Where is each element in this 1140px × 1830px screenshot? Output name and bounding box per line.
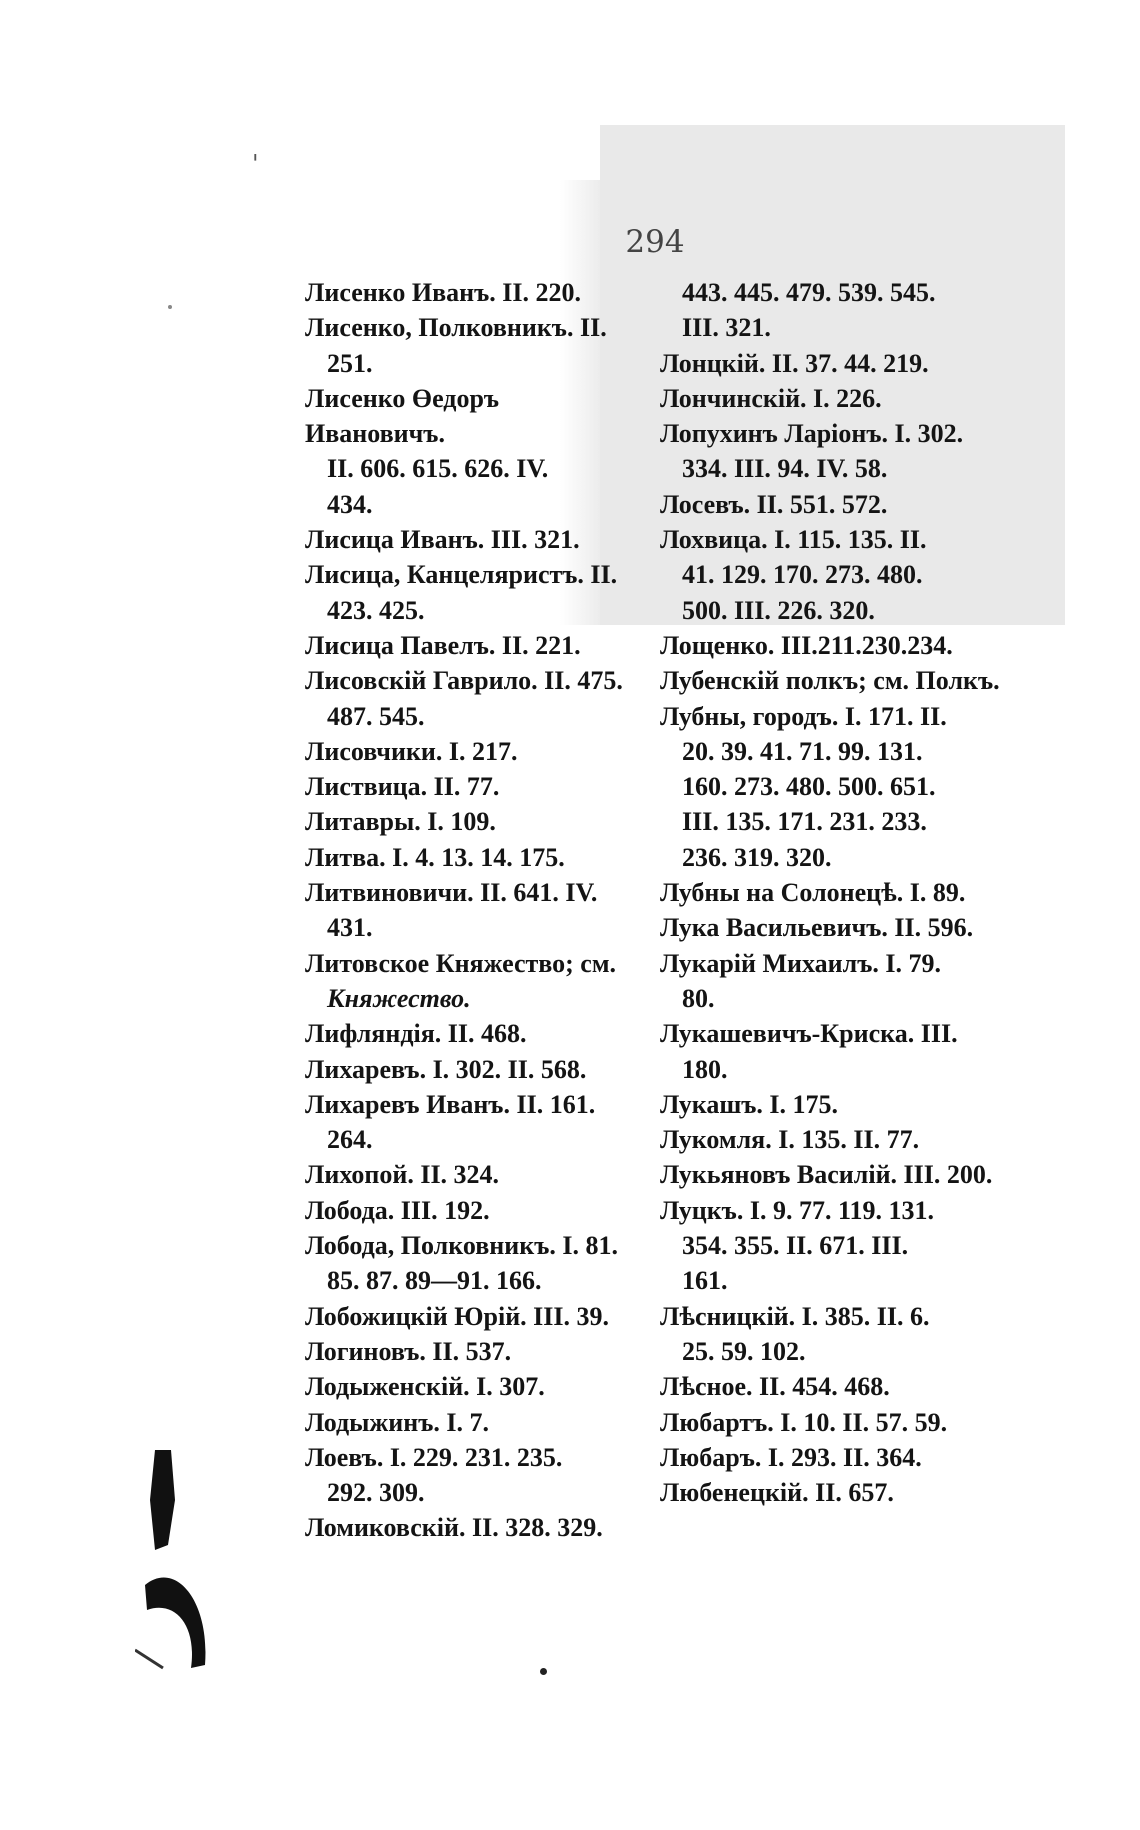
index-entry: Лисица, Канцеляристъ. II. bbox=[305, 560, 618, 590]
ink-dot bbox=[168, 305, 172, 309]
index-entry: Лихопой. II. 324. bbox=[305, 1160, 500, 1190]
page-number: 294 bbox=[625, 224, 685, 260]
index-entry: Лукашъ. I. 175. bbox=[660, 1089, 839, 1119]
index-column-right bbox=[660, 275, 1000, 1510]
index-entry-continuation: 25. 59. 102. bbox=[682, 1336, 806, 1366]
index-entry: Лукашевичъ-Криска. III. bbox=[660, 1019, 958, 1049]
index-entry: Лихаревъ Иванъ. II. 161. bbox=[305, 1089, 596, 1119]
index-entry: Лифляндія. II. 468. bbox=[305, 1019, 527, 1049]
index-entry-continuation: 180. bbox=[682, 1054, 728, 1084]
index-entry: Ломиковскій. II. 328. 329. bbox=[305, 1513, 603, 1543]
index-entry: Лукарій Михаилъ. I. 79. bbox=[660, 948, 941, 978]
index-entry-continuation: 41. 129. 170. 273. 480. bbox=[682, 560, 923, 590]
index-entry: Лощенко. III.211.230.234. bbox=[660, 630, 953, 660]
index-entry: Лука Васильевичъ. II. 596. bbox=[660, 913, 974, 943]
index-entry: Любартъ. I. 10. II. 57. 59. bbox=[660, 1407, 948, 1437]
index-entry: Лисовскій Гаврило. II. 475. bbox=[305, 666, 623, 696]
index-entry: Лѣсное. II. 454. 468. bbox=[660, 1372, 890, 1402]
index-entry: Лисица Иванъ. III. 321. bbox=[305, 525, 580, 555]
index-entry: Лобода. III. 192. bbox=[305, 1195, 490, 1225]
index-entry-continuation: 423. 425. bbox=[327, 595, 425, 625]
index-entry-continuation: 160. 273. 480. 500. 651. bbox=[682, 772, 936, 802]
index-entry: Лосевъ. II. 551. 572. bbox=[660, 489, 888, 519]
index-entry: Лопухинъ Ларіонъ. I. 302. bbox=[660, 419, 964, 449]
index-entry: Любаръ. I. 293. II. 364. bbox=[660, 1442, 922, 1472]
index-entry-continuation: 292. 309. bbox=[327, 1478, 425, 1508]
index-entry-continuation: 354. 355. II. 671. III. bbox=[682, 1231, 909, 1261]
index-entry: Лисовчики. I. 217. bbox=[305, 736, 518, 766]
index-entry-continuation: 264. bbox=[327, 1125, 373, 1155]
index-entry-continuation: 443. 445. 479. 539. 545. bbox=[682, 278, 936, 307]
index-entry: Лисица Павелъ. II. 221. bbox=[305, 630, 581, 660]
index-entry-continuation: 500. III. 226. 320. bbox=[682, 595, 875, 625]
index-entry: Лодыженскій. I. 307. bbox=[305, 1372, 545, 1402]
index-entry: Лохвица. I. 115. 135. II. bbox=[660, 525, 927, 555]
index-entry: Лисенко, Полковникъ. II. bbox=[305, 313, 607, 343]
ink-dot-bottom bbox=[540, 1668, 547, 1675]
index-entry-continuation: 85. 87. 89—91. 166. bbox=[327, 1266, 542, 1296]
index-entry: Литавры. I. 109. bbox=[305, 807, 496, 837]
index-entry-continuation: 434. bbox=[327, 489, 373, 519]
index-entry-continuation: 334. III. 94. IV. 58. bbox=[682, 454, 888, 484]
index-entry: Лодыжинъ. I. 7. bbox=[305, 1407, 490, 1437]
index-entry: Лубны на Солонецѣ. I. 89. bbox=[660, 878, 966, 908]
index-entry: Любенецкій. II. 657. bbox=[660, 1478, 894, 1508]
index-entry: Лисенко Иванъ. II. 220. bbox=[305, 278, 582, 307]
index-entry: Лонцкій. II. 37. 44. 219. bbox=[660, 348, 929, 378]
index-entry-continuation: II. 606. 615. 626. IV. bbox=[327, 454, 549, 484]
index-entry: Лубенскій полкъ; см. Полкъ. bbox=[660, 666, 1000, 696]
index-entry: Лоевъ. I. 229. 231. 235. bbox=[305, 1442, 563, 1472]
index-entry-continuation: 251. bbox=[327, 348, 373, 378]
index-entry-continuation: Княжество. bbox=[327, 983, 471, 1013]
index-entry: Лѣсницкій. I. 385. II. 6. bbox=[660, 1301, 930, 1331]
index-entry-continuation: 236. 319. 320. bbox=[682, 842, 832, 872]
index-entry: Лисенко Өедоръ Ивановичъ. bbox=[305, 383, 500, 449]
index-entry-continuation: 20. 39. 41. 71. 99. 131. bbox=[682, 736, 923, 766]
index-entry: Литва. I. 4. 13. 14. 175. bbox=[305, 842, 565, 872]
index-entry: Лубны, городъ. I. 171. II. bbox=[660, 701, 947, 731]
index-column-left bbox=[305, 275, 640, 1546]
index-entry: Лончинскій. I. 226. bbox=[660, 383, 882, 413]
index-entry: Лобожицкій Юрій. III. 39. bbox=[305, 1301, 610, 1331]
index-entry: Лихаревъ. I. 302. II. 568. bbox=[305, 1054, 587, 1084]
index-entry: Логиновъ. II. 537. bbox=[305, 1336, 512, 1366]
index-entry: Литовское Княжество; см. bbox=[305, 948, 617, 978]
index-entry: Лукомля. I. 135. II. 77. bbox=[660, 1125, 920, 1155]
index-entry: Луцкъ. I. 9. 77. 119. 131. bbox=[660, 1195, 935, 1225]
index-entry-continuation: 80. bbox=[682, 983, 715, 1013]
index-entry-continuation: 161. bbox=[682, 1266, 728, 1296]
index-entry-continuation: III. 135. 171. 231. 233. bbox=[682, 807, 927, 837]
index-entry: Литвиновичи. II. 641. IV. bbox=[305, 878, 598, 908]
index-entry: Листвица. II. 77. bbox=[305, 772, 500, 802]
index-entry: Лобода, Полковникъ. I. 81. bbox=[305, 1231, 619, 1261]
stray-mark: ' bbox=[252, 150, 259, 178]
index-entry: Лукьяновъ Василій. III. 200. bbox=[660, 1160, 993, 1190]
index-entry-continuation: 431. bbox=[327, 913, 373, 943]
scan-artifact bbox=[135, 1450, 255, 1670]
index-entry-continuation: III. 321. bbox=[682, 313, 771, 343]
index-entry-continuation: 487. 545. bbox=[327, 701, 425, 731]
